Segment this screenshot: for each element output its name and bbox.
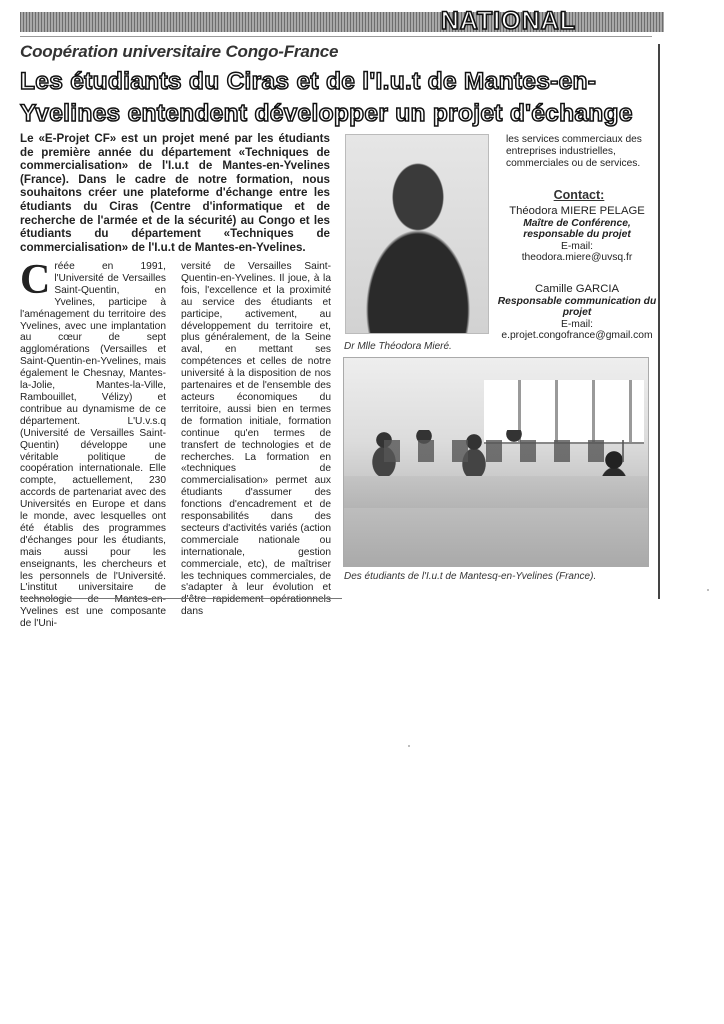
bottom-rule (20, 598, 342, 599)
contact-1-email: theodora.miere@uvsq.fr (521, 252, 633, 264)
body-column-1 (20, 257, 166, 630)
contact-2-email: e.projet.congofrance@gmail.com (501, 330, 653, 342)
portrait-caption: Dr Mlle Théodora Mieré. (344, 341, 452, 352)
body-column-3: les services commerciaux des entreprises industrielles, commerciales ou de services. (506, 134, 642, 169)
contact-heading: Contact: (553, 188, 605, 202)
section-banner-label: NATIONAL (440, 7, 576, 35)
classroom-caption: Des étudiants de l'I.u.t de Mantesq-en-Yvelines (France). (344, 571, 597, 582)
top-rule (20, 36, 652, 37)
contact-1-role: Maître de Conférence, responsable du projet (523, 217, 631, 241)
contact-2-email-label: E-mail: (560, 318, 594, 330)
article-headline: Les étudiants du Ciras et de l'I.u.t de Mantes-en-Yvelines entendent développer un projet d'échange (20, 68, 633, 127)
classroom-monitors (384, 440, 624, 462)
drop-cap: C (20, 257, 51, 303)
contact-2-name: Camille GARCIA (534, 283, 620, 295)
article-lead: Le «E-Projet CF» est un projet mené par les étudiants de première année du département «Techniques de commercialisation» de l'I.u.t de Mantes-en-Yvelines (France). Dans le cadre de notre formation, nous souhaitons créer une plateforme d'échange entre les étudiants du Ciras (Centre d'informatique et de recherche de l'armée et de la sécurité) au Congo et les étudiants du département «Techniques de commercialisation» de l'I.u.t de Mantes-en-Yvelines. (20, 132, 330, 254)
contact-1-name: Théodora MIERE PELAGE (509, 205, 645, 217)
contact-person-2 (496, 284, 658, 342)
contact-person-1 (496, 206, 658, 264)
contact-2-role: Responsable communication du projet (497, 295, 657, 319)
contact-1-email-label: E-mail: (560, 240, 594, 252)
body-column-1-text: réée en 1991, l'Université de Versailles Saint-Quentin, en Yvelines, participe à l'aménagement du territoire des Yvelines, avec une implantation au cœur de sept agglomérations (Versailles et Saint-Quentin-en-Yvelines, mais également le Chesnay, Mantes-la-Jolie, Mantes-la-Ville, Rambouillet, Vélizy) et contribue au dynamisme de ce département. L'U.v.s.q (Université de Versailles Saint-Quentin) développe une véritable politique de coopération internationale. Elle compte, actuellement, 230 accords de partenariat avec des Universités en Europe et dans le monde, avec lesquelles ont été établis des programmes d'échanges pour les étudiants, mais aussi pour les enseignants, les chercheurs et les personnels de l'Université. L'institut universitaire de technologie de Mantes-en-Yvelines est une composante de l'Uni- (20, 261, 166, 630)
scan-speck (707, 589, 709, 591)
body-column-2: versité de Versailles Saint-Quentin-en-Yvelines. Il joue, à la fois, l'excellence et la proximité au service des étudiants et participe, activement, au développement du territoire et, plus généralement, de la Seine aval, en mettant ses compétences et celles de notre université à la disposition de nos partenaires et de l'ensemble des acteurs économiques du territoire, aussi bien en termes de formation initiale, formation continue qu'en termes de transfert de technologies et de recherches. La formation en «techniques de commercialisation» permet aux étudiants d'assumer des fonctions d'encadrement et de responsabilités dans des secteurs d'activités variés (action commerciale nationale ou internationale, gestion commerciale, etc), de maîtriser les techniques commerciales, de s'adapter à leur évolution et d'être rapidement opérationnels dans (181, 261, 331, 618)
scan-speck (408, 745, 410, 747)
portrait-photo (345, 134, 489, 334)
article-kicker: Coopération universitaire Congo-France (20, 42, 339, 61)
classroom-table (344, 508, 649, 567)
classroom-photo (343, 357, 649, 567)
section-banner (20, 7, 664, 35)
